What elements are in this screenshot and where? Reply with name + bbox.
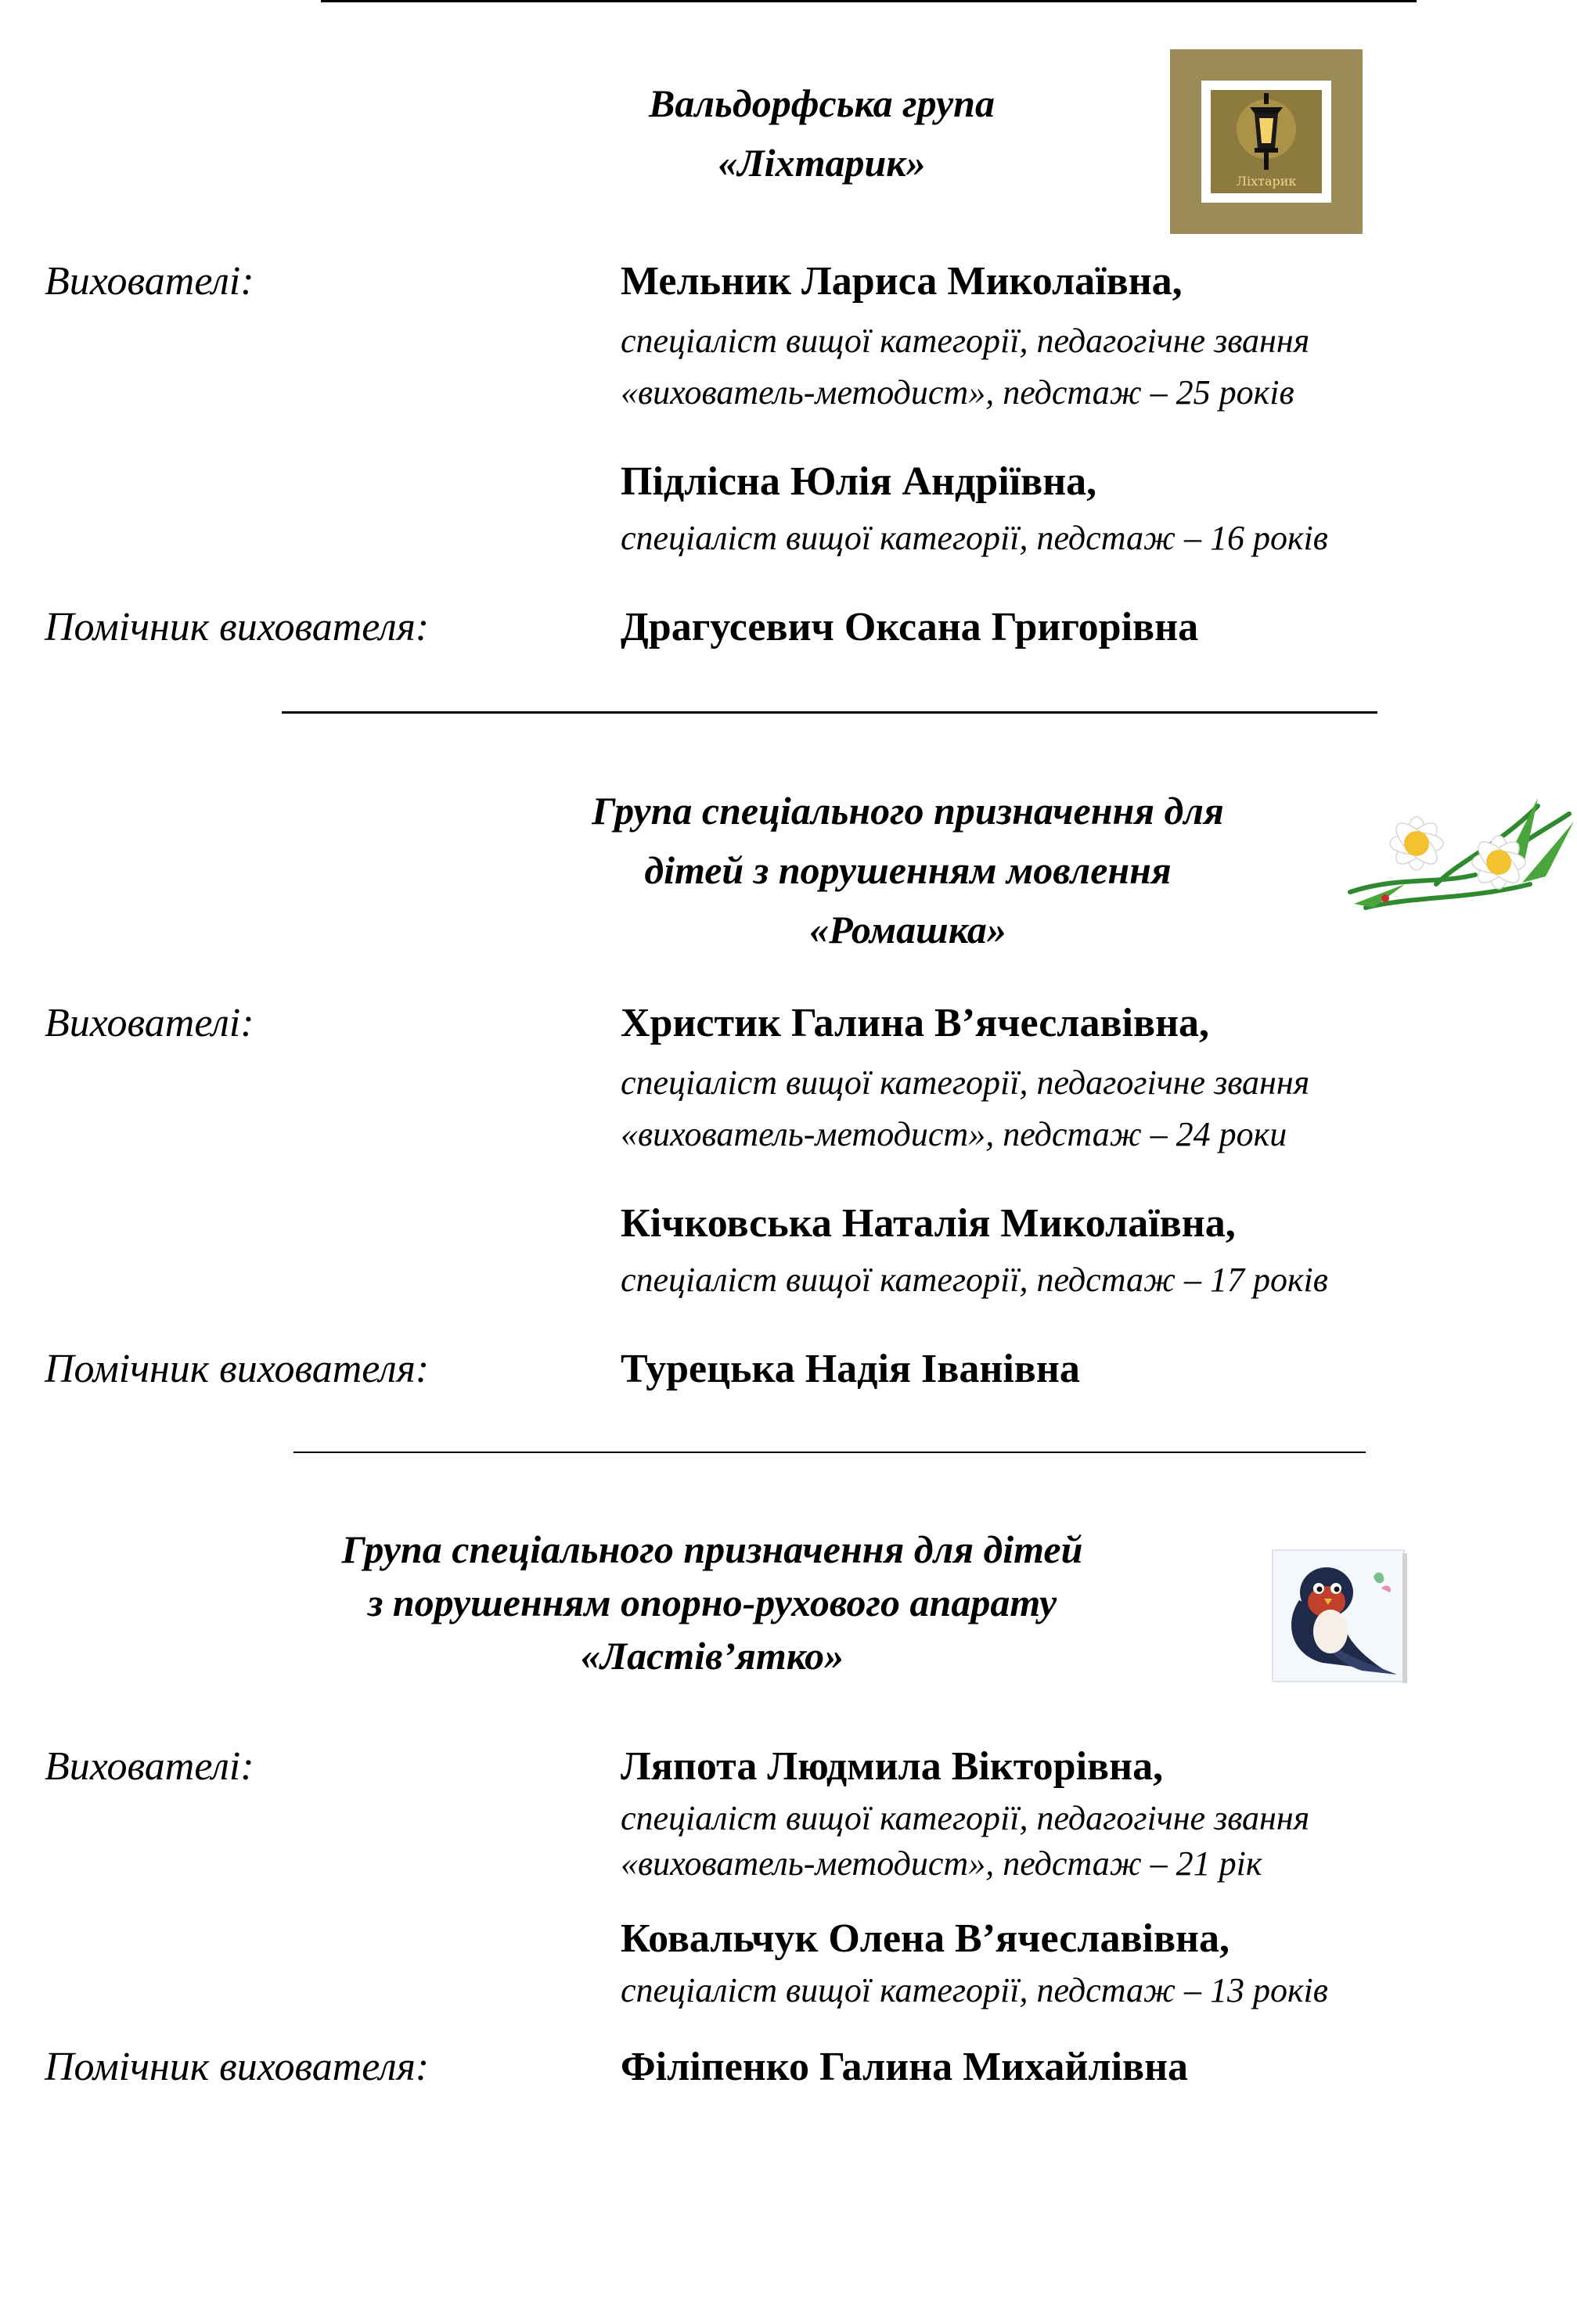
- swallow-bird-icon: [1268, 1545, 1409, 1686]
- lantern-logo-icon: [1170, 49, 1363, 234]
- educator-detail: спеціаліст вищої категорії, педагогічне звання: [621, 322, 1310, 360]
- assistant-name: Турецька Надія Іванівна: [621, 1347, 1080, 1391]
- educators-label: Вихователі:: [45, 1744, 254, 1789]
- educator-detail: спеціаліст вищої категорії, педстаж – 13 років: [621, 1971, 1328, 2009]
- educator-detail: спеціаліст вищої категорії, педстаж – 16 років: [621, 519, 1328, 557]
- group-title-lihtaryk: [563, 74, 1080, 192]
- educator-name: Христик Галина В’ячеславівна,: [621, 1001, 1210, 1045]
- educator-detail: спеціаліст вищої категорії, педстаж – 17 років: [621, 1261, 1328, 1299]
- assistant-label: Помічник вихователя:: [45, 2045, 430, 2089]
- logo-caption: Ліхтарик: [1236, 174, 1297, 189]
- educators-label: Вихователі:: [45, 1001, 254, 1045]
- chamomile-flowers-icon: [1342, 790, 1577, 923]
- educator-detail: «вихователь-методист», педстаж – 25 років: [621, 373, 1294, 412]
- educator-detail: спеціаліст вищої категорії, педагогічне звання: [621, 1063, 1310, 1102]
- educator-name: Ковальчук Олена В’ячеславівна,: [621, 1916, 1230, 1961]
- group-title-line: «Ромашка»: [809, 908, 1006, 952]
- section-divider: [293, 1452, 1366, 1453]
- section-divider: [282, 711, 1377, 714]
- group-title-lastiviatko: [266, 1523, 1158, 1682]
- educator-detail: «вихователь-методист», педстаж – 24 роки: [621, 1115, 1287, 1153]
- assistant-label: Помічник вихователя:: [45, 1347, 430, 1391]
- assistant-name: Драгусевич Оксана Григорівна: [621, 605, 1199, 649]
- group-title-line: з порушенням опорно-рухового апарату: [367, 1581, 1057, 1624]
- group-title-line: Група спеціального призначення для: [592, 789, 1224, 833]
- group-title-line: дітей з порушенням мовлення: [644, 848, 1172, 892]
- educator-detail: «вихователь-методист», педстаж – 21 рік: [621, 1844, 1262, 1883]
- group-title-line: «Ластів’ятко»: [580, 1634, 844, 1678]
- group-title-line: Група спеціального призначення для дітей: [341, 1527, 1083, 1571]
- educator-name: Підлісна Юлія Андріївна,: [621, 459, 1097, 504]
- educator-name: Кічковська Наталія Миколаївна,: [621, 1201, 1236, 1246]
- assistant-label: Помічник вихователя:: [45, 605, 430, 649]
- top-divider: [321, 0, 1417, 2]
- group-title-line: Вальдорфська група: [649, 81, 995, 125]
- educator-name: Мельник Лариса Миколаївна,: [621, 259, 1183, 304]
- educators-label: Вихователі:: [45, 259, 254, 304]
- educator-name: Ляпота Людмила Вікторівна,: [621, 1744, 1164, 1789]
- group-title-romashka: [517, 781, 1299, 959]
- group-title-line: «Ліхтарик»: [718, 141, 926, 185]
- assistant-name: Філіпенко Галина Михайлівна: [621, 2045, 1189, 2089]
- educator-detail: спеціаліст вищої категорії, педагогічне звання: [621, 1799, 1310, 1837]
